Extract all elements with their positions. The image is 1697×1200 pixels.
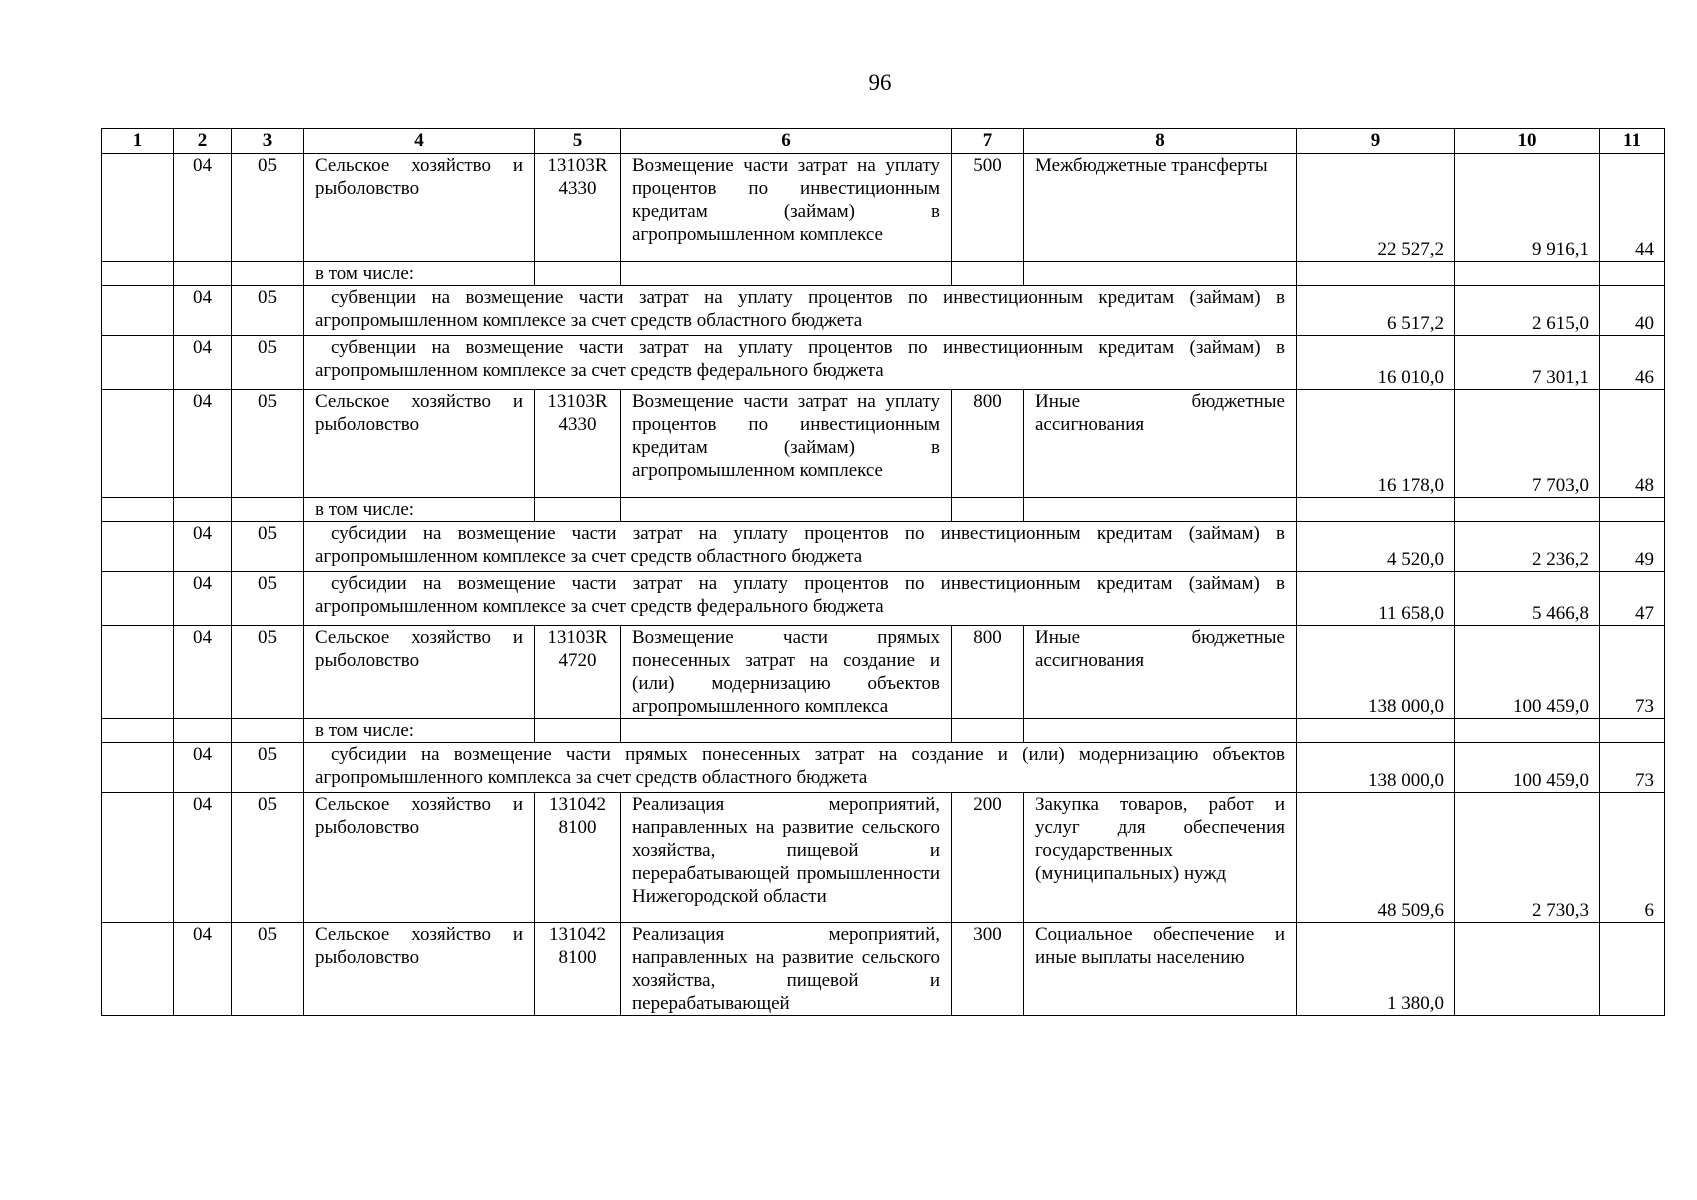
- cell-col6: [621, 262, 952, 286]
- cell-percent: 73: [1600, 743, 1665, 793]
- cell-percent: 40: [1600, 286, 1665, 336]
- header-row: [102, 129, 1665, 154]
- cell-amount-actual: 9 916,1: [1455, 154, 1600, 262]
- cell-section: 04: [174, 154, 232, 262]
- cell-subsection: 05: [232, 154, 304, 262]
- cell-percent: 73: [1600, 626, 1665, 719]
- cell-col8: [1024, 498, 1297, 522]
- cell-name: Сельское хозяйство и рыболовство: [304, 154, 535, 262]
- cell-expense-type-name: Межбюджетные трансферты: [1024, 154, 1297, 262]
- cell-amount-actual: 5 466,8: [1455, 572, 1600, 626]
- cell-amount-actual: 7 703,0: [1455, 390, 1600, 498]
- cell-col11: [1600, 262, 1665, 286]
- cell-col10: [1455, 498, 1600, 522]
- cell-col7: [952, 498, 1024, 522]
- cell-expense-type-name: Иные бюджетные ассигнования: [1024, 390, 1297, 498]
- including-label: в том числе:: [304, 498, 535, 522]
- cell-amount-plan: 1 380,0: [1297, 923, 1455, 1016]
- cell-subsection: 05: [232, 336, 304, 390]
- cell-target-article: 13103R 4330: [535, 154, 621, 262]
- cell-col3: [232, 262, 304, 286]
- cell-col1: [102, 286, 174, 336]
- cell-section: 04: [174, 286, 232, 336]
- budget-table: [101, 128, 1665, 1016]
- cell-expense-type: 800: [952, 626, 1024, 719]
- table-row: [102, 923, 1665, 1016]
- subitem-description: субвенции на возмещение части затрат на уплату процентов по инвестиционным кредитам (займам) в агропромышленном комплексе за счет средств областного бюджета: [304, 286, 1297, 336]
- cell-col2: [174, 262, 232, 286]
- including-row: [102, 719, 1665, 743]
- cell-description: Реализация мероприятий, направленных на развитие сельского хозяйства, пищевой и перерабатывающей промышленности Нижегородской области: [621, 793, 952, 923]
- cell-subsection: 05: [232, 743, 304, 793]
- cell-amount-actual: 2 730,3: [1455, 793, 1600, 923]
- subitem-row: [102, 286, 1665, 336]
- cell-amount-actual: [1455, 923, 1600, 1016]
- column-header: 3: [232, 129, 304, 154]
- cell-col7: [952, 262, 1024, 286]
- including-row: [102, 262, 1665, 286]
- cell-subsection: 05: [232, 522, 304, 572]
- cell-col2: [174, 719, 232, 743]
- cell-col10: [1455, 719, 1600, 743]
- cell-col3: [232, 719, 304, 743]
- cell-percent: 46: [1600, 336, 1665, 390]
- cell-name: Сельское хозяйство и рыболовство: [304, 390, 535, 498]
- cell-col1: [102, 522, 174, 572]
- column-header: 11: [1600, 129, 1665, 154]
- table-row: [102, 626, 1665, 719]
- cell-col1: [102, 498, 174, 522]
- cell-target-article: 131042 8100: [535, 923, 621, 1016]
- subitem-description: субсидии на возмещение части затрат на уплату процентов по инвестиционным кредитам (займам) в агропромышленном комплексе за счет средств федерального бюджета: [304, 572, 1297, 626]
- cell-col1: [102, 262, 174, 286]
- including-label: в том числе:: [304, 262, 535, 286]
- cell-amount-actual: 100 459,0: [1455, 626, 1600, 719]
- cell-name: Сельское хозяйство и рыболовство: [304, 793, 535, 923]
- column-header: 8: [1024, 129, 1297, 154]
- cell-expense-type: 800: [952, 390, 1024, 498]
- cell-subsection: 05: [232, 626, 304, 719]
- cell-description: Реализация мероприятий, направленных на развитие сельского хозяйства, пищевой и перерабатывающей: [621, 923, 952, 1016]
- column-header: 5: [535, 129, 621, 154]
- cell-col6: [621, 498, 952, 522]
- cell-expense-type-name: Закупка товаров, работ и услуг для обеспечения государственных (муниципальных) нужд: [1024, 793, 1297, 923]
- cell-amount-plan: 48 509,6: [1297, 793, 1455, 923]
- subitem-description: субвенции на возмещение части затрат на уплату процентов по инвестиционным кредитам (займам) в агропромышленном комплексе за счет средств федерального бюджета: [304, 336, 1297, 390]
- cell-description: Возмещение части затрат на уплату процентов по инвестиционным кредитам (займам) в агропромышленном комплексе: [621, 154, 952, 262]
- cell-col1: [102, 923, 174, 1016]
- cell-expense-type-name: Социальное обеспечение и иные выплаты населению: [1024, 923, 1297, 1016]
- subitem-row: [102, 522, 1665, 572]
- cell-section: 04: [174, 923, 232, 1016]
- subitem-description: субсидии на возмещение части затрат на уплату процентов по инвестиционным кредитам (займам) в агропромышленном комплексе за счет средств областного бюджета: [304, 522, 1297, 572]
- cell-subsection: 05: [232, 793, 304, 923]
- subitem-row: [102, 743, 1665, 793]
- column-header: 6: [621, 129, 952, 154]
- cell-percent: 6: [1600, 793, 1665, 923]
- cell-col1: [102, 719, 174, 743]
- cell-percent: 47: [1600, 572, 1665, 626]
- cell-col1: [102, 743, 174, 793]
- table-row: [102, 390, 1665, 498]
- cell-amount-actual: 2 615,0: [1455, 286, 1600, 336]
- including-row: [102, 498, 1665, 522]
- cell-name: Сельское хозяйство и рыболовство: [304, 923, 535, 1016]
- cell-amount-actual: 2 236,2: [1455, 522, 1600, 572]
- cell-col1: [102, 572, 174, 626]
- column-header: 7: [952, 129, 1024, 154]
- cell-subsection: 05: [232, 390, 304, 498]
- cell-expense-type: 500: [952, 154, 1024, 262]
- cell-col8: [1024, 719, 1297, 743]
- cell-amount-actual: 7 301,1: [1455, 336, 1600, 390]
- cell-col8: [1024, 262, 1297, 286]
- cell-amount-plan: 11 658,0: [1297, 572, 1455, 626]
- cell-percent: 49: [1600, 522, 1665, 572]
- cell-section: 04: [174, 522, 232, 572]
- including-label: в том числе:: [304, 719, 535, 743]
- cell-target-article: 13103R 4720: [535, 626, 621, 719]
- cell-amount-plan: 6 517,2: [1297, 286, 1455, 336]
- cell-amount-plan: 4 520,0: [1297, 522, 1455, 572]
- cell-expense-type: 200: [952, 793, 1024, 923]
- cell-col3: [232, 498, 304, 522]
- cell-col1: [102, 626, 174, 719]
- cell-section: 04: [174, 336, 232, 390]
- cell-expense-type: 300: [952, 923, 1024, 1016]
- cell-col5: [535, 719, 621, 743]
- cell-section: 04: [174, 572, 232, 626]
- column-header: 9: [1297, 129, 1455, 154]
- cell-expense-type-name: Иные бюджетные ассигнования: [1024, 626, 1297, 719]
- cell-amount-plan: 22 527,2: [1297, 154, 1455, 262]
- cell-col6: [621, 719, 952, 743]
- cell-target-article: 131042 8100: [535, 793, 621, 923]
- cell-percent: 48: [1600, 390, 1665, 498]
- cell-col1: [102, 154, 174, 262]
- cell-subsection: 05: [232, 923, 304, 1016]
- cell-col11: [1600, 498, 1665, 522]
- column-header: 1: [102, 129, 174, 154]
- cell-target-article: 13103R 4330: [535, 390, 621, 498]
- cell-col9: [1297, 719, 1455, 743]
- cell-section: 04: [174, 743, 232, 793]
- cell-section: 04: [174, 626, 232, 719]
- cell-col1: [102, 390, 174, 498]
- cell-section: 04: [174, 793, 232, 923]
- cell-amount-plan: 16 178,0: [1297, 390, 1455, 498]
- cell-amount-plan: 138 000,0: [1297, 743, 1455, 793]
- cell-col1: [102, 793, 174, 923]
- column-header: 4: [304, 129, 535, 154]
- column-header: 10: [1455, 129, 1600, 154]
- cell-description: Возмещение части затрат на уплату процентов по инвестиционным кредитам (займам) в агропромышленном комплексе: [621, 390, 952, 498]
- cell-percent: [1600, 923, 1665, 1016]
- cell-col9: [1297, 498, 1455, 522]
- cell-col5: [535, 498, 621, 522]
- cell-col5: [535, 262, 621, 286]
- cell-section: 04: [174, 390, 232, 498]
- table-row: [102, 154, 1665, 262]
- cell-col9: [1297, 262, 1455, 286]
- cell-percent: 44: [1600, 154, 1665, 262]
- page-number: 96: [868, 70, 892, 95]
- table-row: [102, 793, 1665, 923]
- cell-description: Возмещение части прямых понесенных затрат на создание и (или) модернизацию объектов агропромышленного комплекса: [621, 626, 952, 719]
- cell-subsection: 05: [232, 572, 304, 626]
- subitem-description: субсидии на возмещение части прямых понесенных затрат на создание и (или) модернизацию объектов агропромышленного комплекса за счет средств областного бюджета: [304, 743, 1297, 793]
- cell-col10: [1455, 262, 1600, 286]
- column-header: 2: [174, 129, 232, 154]
- subitem-row: [102, 572, 1665, 626]
- cell-col11: [1600, 719, 1665, 743]
- cell-amount-actual: 100 459,0: [1455, 743, 1600, 793]
- cell-subsection: 05: [232, 286, 304, 336]
- cell-col7: [952, 719, 1024, 743]
- cell-amount-plan: 138 000,0: [1297, 626, 1455, 719]
- cell-name: Сельское хозяйство и рыболовство: [304, 626, 535, 719]
- cell-amount-plan: 16 010,0: [1297, 336, 1455, 390]
- subitem-row: [102, 336, 1665, 390]
- cell-col1: [102, 336, 174, 390]
- cell-col2: [174, 498, 232, 522]
